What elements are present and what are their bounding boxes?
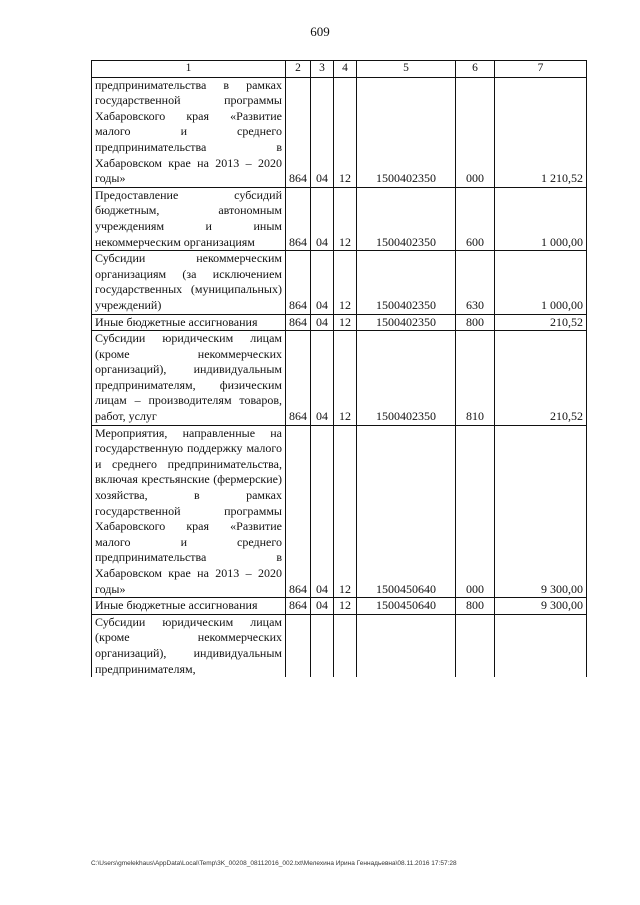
- table-row: [92, 425, 587, 598]
- table-row: [92, 187, 587, 250]
- row-name: Субсидии юридическим лицам (кроме некоммерческих организаций), индивидуальным предпринимателям, физическим лицам – производителям товаров, работ, услуг: [92, 331, 286, 426]
- row-pr: 12: [334, 314, 357, 331]
- row-pr: 12: [334, 331, 357, 426]
- row-vr: 000: [456, 77, 495, 187]
- row-sum: 210,52: [495, 314, 587, 331]
- row-csr: 1500450640: [357, 598, 456, 615]
- row-csr: 1500402350: [357, 187, 456, 250]
- row-csr: 1500402350: [357, 77, 456, 187]
- row-sum: [495, 614, 587, 677]
- row-vr: 800: [456, 314, 495, 331]
- row-ved: 864: [286, 314, 311, 331]
- row-rz: 04: [311, 187, 334, 250]
- row-ved: 864: [286, 251, 311, 314]
- row-sum: 1 000,00: [495, 187, 587, 250]
- row-pr: 12: [334, 187, 357, 250]
- row-sum: 210,52: [495, 331, 587, 426]
- header-cell-3: 3: [311, 61, 334, 78]
- row-sum: 1 210,52: [495, 77, 587, 187]
- page-number: 609: [310, 24, 330, 39]
- row-ved: 864: [286, 425, 311, 598]
- row-rz: 04: [311, 331, 334, 426]
- header-cell-2: 2: [286, 61, 311, 78]
- row-name: Мероприятия, направленные на государственную поддержку малого и среднего предпринимательства, включая крестьянские (фермерские) хозяйства, в рамках государственной программы Хабаровского края «Развитие малого и среднего предпринимательства в Хабаровском крае на 2013 – 2020 годы»: [92, 425, 286, 598]
- row-vr: 800: [456, 598, 495, 615]
- row-sum: 9 300,00: [495, 598, 587, 615]
- table-row: [92, 331, 587, 426]
- table-body: [92, 77, 587, 677]
- row-name: Иные бюджетные ассигнования: [92, 598, 286, 615]
- table-row: [92, 314, 587, 331]
- row-vr: [456, 614, 495, 677]
- row-rz: 04: [311, 598, 334, 615]
- row-vr: 600: [456, 187, 495, 250]
- row-pr: [334, 614, 357, 677]
- row-ved: 864: [286, 77, 311, 187]
- row-vr: 630: [456, 251, 495, 314]
- table-row: [92, 77, 587, 187]
- row-rz: 04: [311, 314, 334, 331]
- row-ved: 864: [286, 331, 311, 426]
- row-pr: 12: [334, 77, 357, 187]
- row-ved: 864: [286, 187, 311, 250]
- row-name: предпринимательства в рамках государственной программы Хабаровского края «Развитие малого и среднего предпринимательства в Хабаровском крае на 2013 – 2020 годы»: [92, 77, 286, 187]
- row-rz: 04: [311, 77, 334, 187]
- table-row: [92, 598, 587, 615]
- row-vr: 000: [456, 425, 495, 598]
- row-name: Субсидии юридическим лицам (кроме некоммерческих организаций), индивидуальным предпринимателям,: [92, 614, 286, 677]
- header-cell-5: 5: [357, 61, 456, 78]
- row-ved: [286, 614, 311, 677]
- table-row: [92, 251, 587, 314]
- header-cell-4: 4: [334, 61, 357, 78]
- header-cell-7: 7: [495, 61, 587, 78]
- header-row: [92, 61, 587, 78]
- row-pr: 12: [334, 425, 357, 598]
- row-name: Предоставление субсидий бюджетным, автономным учреждениям и иным некоммерческим организациям: [92, 187, 286, 250]
- row-rz: [311, 614, 334, 677]
- row-sum: 9 300,00: [495, 425, 587, 598]
- row-rz: 04: [311, 425, 334, 598]
- row-rz: 04: [311, 251, 334, 314]
- row-sum: 1 000,00: [495, 251, 587, 314]
- row-csr: 1500450640: [357, 425, 456, 598]
- table-header: [92, 61, 587, 78]
- file-path-footer: C:\Users\gmelekhaus\AppData\Local\Temp\3K_00208_08112016_002.txt\Мелехина Ирина Геннадьевна\08.11.2016 17:57:28: [91, 860, 457, 867]
- row-ved: 864: [286, 598, 311, 615]
- row-csr: [357, 614, 456, 677]
- header-cell-6: 6: [456, 61, 495, 78]
- budget-table: [91, 60, 587, 677]
- row-csr: 1500402350: [357, 314, 456, 331]
- row-name: Иные бюджетные ассигнования: [92, 314, 286, 331]
- table-row: [92, 614, 587, 677]
- row-vr: 810: [456, 331, 495, 426]
- row-pr: 12: [334, 251, 357, 314]
- row-csr: 1500402350: [357, 251, 456, 314]
- row-pr: 12: [334, 598, 357, 615]
- row-csr: 1500402350: [357, 331, 456, 426]
- header-cell-1: 1: [92, 61, 286, 78]
- row-name: Субсидии некоммерческим организациям (за исключением государственных (муниципальных) учреждений): [92, 251, 286, 314]
